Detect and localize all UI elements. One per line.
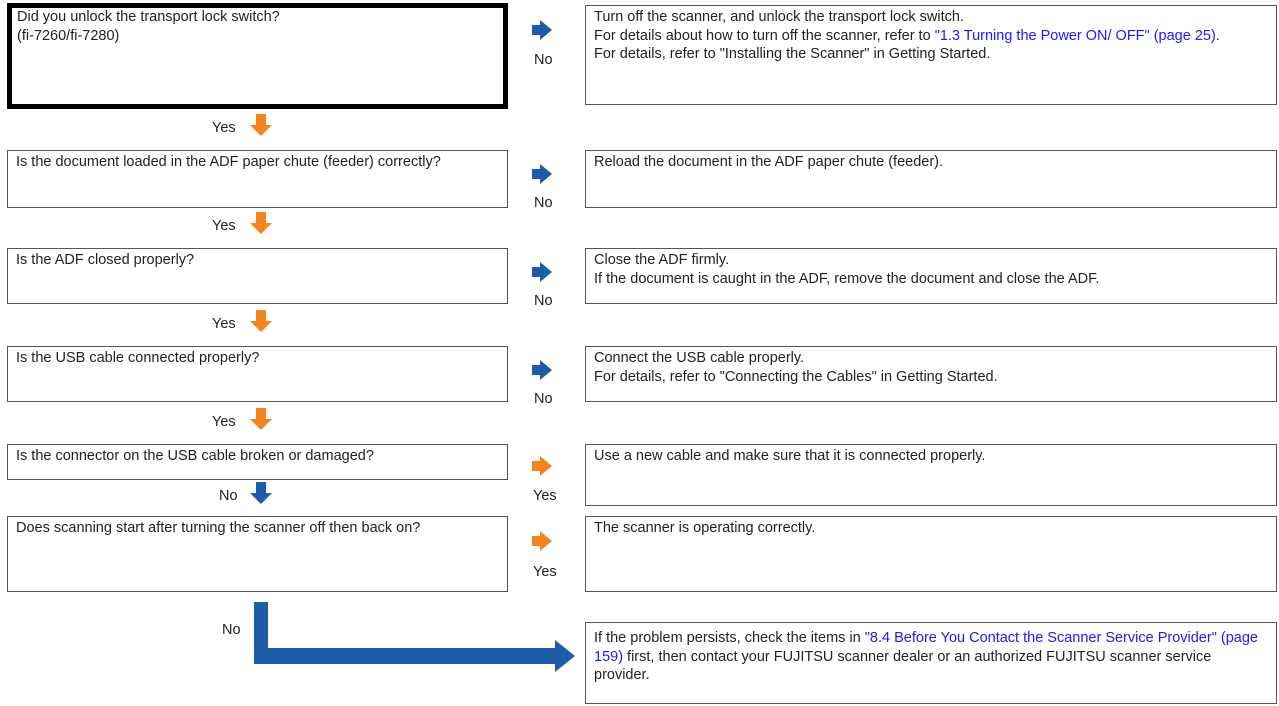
final-text-2: first, then contact your FUJITSU scanner dealer or an authorized FUJITSU scanner service provider. — [594, 648, 1212, 683]
right-arrow-icon — [532, 531, 552, 551]
answer-1-period: . — [1215, 27, 1220, 44]
right-arrow-icon — [532, 20, 552, 40]
final-branch-label: No — [222, 622, 241, 638]
answer-box-3 — [585, 248, 1277, 304]
answer-box-4 — [585, 346, 1277, 402]
final-box — [585, 622, 1277, 704]
question-5-text: Is the connector on the USB cable broken or damaged? — [16, 448, 374, 464]
answer-3-line-1: Close the ADF firmly. — [594, 252, 730, 268]
question-box-5 — [7, 444, 508, 480]
answer-box-2 — [585, 150, 1277, 208]
page-25-link[interactable]: "1.3 Turning the Power ON/ OFF" (page 25) — [934, 27, 1216, 44]
answer-box-1 — [585, 5, 1277, 105]
answer-2-text: Reload the document in the ADF paper chute (feeder). — [594, 154, 944, 170]
right-arrow-icon — [532, 164, 552, 184]
branch-label-1: No — [534, 52, 553, 68]
down-arrow-icon — [250, 212, 272, 234]
question-box-2 — [7, 150, 508, 208]
elbow-arrow-icon — [250, 600, 580, 672]
question-2-text: Is the document loaded in the ADF paper chute (feeder) correctly? — [16, 154, 441, 170]
question-1-line-2: (fi-7260/fi-7280) — [17, 27, 120, 44]
branch-label-4: No — [534, 391, 553, 407]
answer-box-6 — [585, 516, 1277, 592]
down-arrow-icon — [250, 482, 272, 504]
branch-label-5: Yes — [533, 488, 557, 504]
answer-1-text: For details about how to turn off the scanner, refer to — [594, 27, 935, 44]
answer-5-text: Use a new cable and make sure that it is connected properly. — [594, 448, 986, 464]
question-box-1 — [7, 3, 508, 109]
answer-6-text: The scanner is operating correctly. — [594, 520, 816, 536]
question-4-text: Is the USB cable connected properly? — [16, 350, 260, 366]
right-arrow-icon — [532, 360, 552, 380]
answer-1-para-2 — [594, 27, 1268, 46]
down-label-3: Yes — [212, 316, 236, 332]
question-box-4 — [7, 346, 508, 402]
answer-1-line-1: Turn off the scanner, and unlock the transport lock switch. — [594, 9, 964, 25]
answer-4-line-2: For details, refer to "Connecting the Cables" in Getting Started. — [594, 368, 998, 385]
answer-4-line-1: Connect the USB cable properly. — [594, 350, 805, 366]
question-1-line-1: Did you unlock the transport lock switch? — [17, 9, 280, 25]
question-3-text: Is the ADF closed properly? — [16, 252, 195, 268]
down-label-4: Yes — [212, 414, 236, 430]
question-box-6 — [7, 516, 508, 592]
question-box-3 — [7, 248, 508, 304]
branch-label-3: No — [534, 293, 553, 309]
final-text-1: If the problem persists, check the items in — [594, 630, 865, 646]
branch-label-6: Yes — [533, 564, 557, 580]
question-6-text: Does scanning start after turning the scanner off then back on? — [16, 520, 421, 536]
down-arrow-icon — [250, 310, 272, 332]
branch-label-2: No — [534, 195, 553, 211]
down-arrow-icon — [250, 408, 272, 430]
answer-3-line-2: If the document is caught in the ADF, remove the document and close the ADF. — [594, 270, 1100, 287]
page-159-link[interactable]: "8.4 Before You Contact the Scanner Service Provider" (page 159) — [594, 630, 1258, 665]
right-arrow-icon — [532, 456, 552, 476]
down-label-1: Yes — [212, 120, 236, 136]
right-arrow-icon — [532, 262, 552, 282]
down-label-2: Yes — [212, 218, 236, 234]
down-label-5: No — [219, 488, 238, 504]
answer-1-line-4: For details, refer to "Installing the Scanner" in Getting Started. — [594, 46, 991, 62]
down-arrow-icon — [250, 114, 272, 136]
answer-box-5 — [585, 444, 1277, 506]
